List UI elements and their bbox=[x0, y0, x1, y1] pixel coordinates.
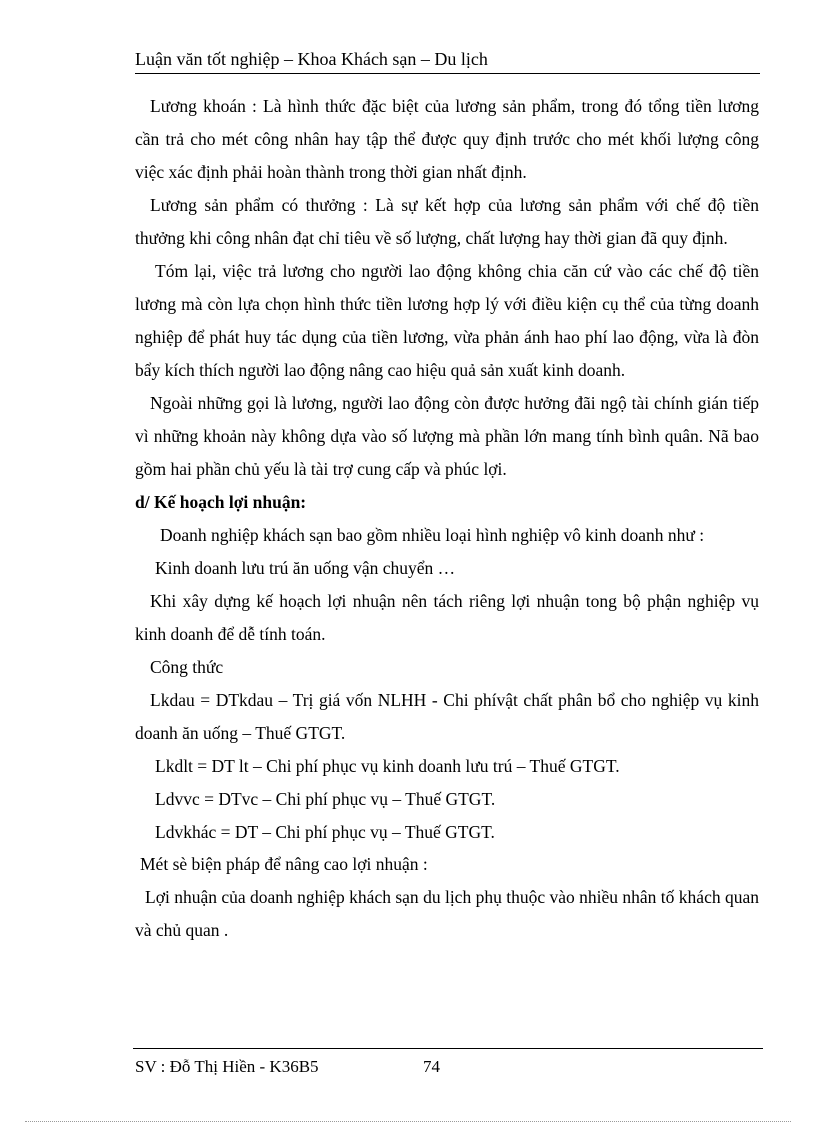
document-body bbox=[135, 90, 759, 947]
page-header bbox=[135, 47, 760, 74]
formula-ldvvc: Ldvvc = DTvc – Chi phí phục vụ – Thuế GTGT. bbox=[155, 789, 496, 809]
paragraph-loi-nhuan: Lợi nhuận của doanh nghiệp khách sạn du lịch phụ thuộc vào nhiều nhân tố khách quan và chủ quan . bbox=[135, 887, 759, 940]
footer-student: SV : Đỗ Thị Hiền - K36B5 bbox=[135, 1057, 319, 1076]
header-title: Luận văn tốt nghiệp – Khoa Khách sạn – Du lịch bbox=[135, 49, 488, 69]
paragraph-luong-san-pham-co-thuong: Lương sản phẩm có thưởng : Là sự kết hợp của lương sản phẩm với chế độ tiền thưởng khi công nhân đạt chỉ tiêu về số lượng, chất lượng hay thời gian đã quy định. bbox=[135, 195, 759, 248]
paragraph-luong-khoan: Lương khoán : Là hình thức đặc biệt của lương sản phẩm, trong đó tổng tiền lương cần trả cho mét công nhân hay tập thể được quy định trước cho mét khối lượng công việc xác định phải hoàn thành trong thời gian nhất định. bbox=[135, 96, 759, 182]
paragraph-khi-xay-dung: Khi xây dựng kế hoạch lợi nhuận nên tách riêng lợi nhuận tong bộ phận nghiệp vụ kinh doanh để dễ tính toán. bbox=[135, 591, 759, 644]
formula-lkdau: Lkdau = DTkdau – Trị giá vốn NLHH - Chi phívật chất phân bổ cho nghiệp vụ kinh doanh ăn uống – Thuế GTGT. bbox=[135, 690, 759, 743]
paragraph-ngoai-nhung: Ngoài những gọi là lương, người lao động còn được hưởng đãi ngộ tài chính gián tiếp vì những khoản này không dựa vào số lượng mà phần lớn mang tính bình quân. Nã bao gồm hai phần chủ yếu là tài trợ cung cấp và phúc lợi. bbox=[135, 393, 759, 479]
formula-ldvkhac: Ldvkhác = DT – Chi phí phục vụ – Thuế GTGT. bbox=[155, 822, 495, 842]
paragraph-tom-lai: Tóm lại, việc trả lương cho người lao động không chia căn cứ vào các chế độ tiền lương mà còn lựa chọn hình thức tiền lương hợp lý với điều kiện cụ thể của từng doanh nghiệp để phát huy tác dụng của tiền lương, vừa phản ánh hao phí lao động, vừa là đòn bẩy kích thích người lao động nâng cao hiệu quả sản xuất kinh doanh. bbox=[135, 261, 759, 380]
page-footer bbox=[133, 1048, 763, 1083]
paragraph-kinh-doanh: Kinh doanh lưu trú ăn uống vận chuyển … bbox=[155, 558, 456, 578]
page-bottom-divider bbox=[25, 1121, 791, 1122]
paragraph-bien-phap: Mét sè biện pháp để nâng cao lợi nhuận : bbox=[140, 854, 428, 874]
section-heading-ke-hoach-loi-nhuan: d/ Kế hoạch lợi nhuận: bbox=[135, 492, 307, 512]
formula-lkdlt: Lkdlt = DT lt – Chi phí phục vụ kinh doanh lưu trú – Thuế GTGT. bbox=[155, 756, 620, 776]
paragraph-doanh-nghiep: Doanh nghiệp khách sạn bao gồm nhiều loại hình nghiệp vô kinh doanh như : bbox=[160, 525, 705, 545]
page-number: 74 bbox=[423, 1057, 440, 1076]
paragraph-cong-thuc: Công thức bbox=[150, 657, 224, 677]
